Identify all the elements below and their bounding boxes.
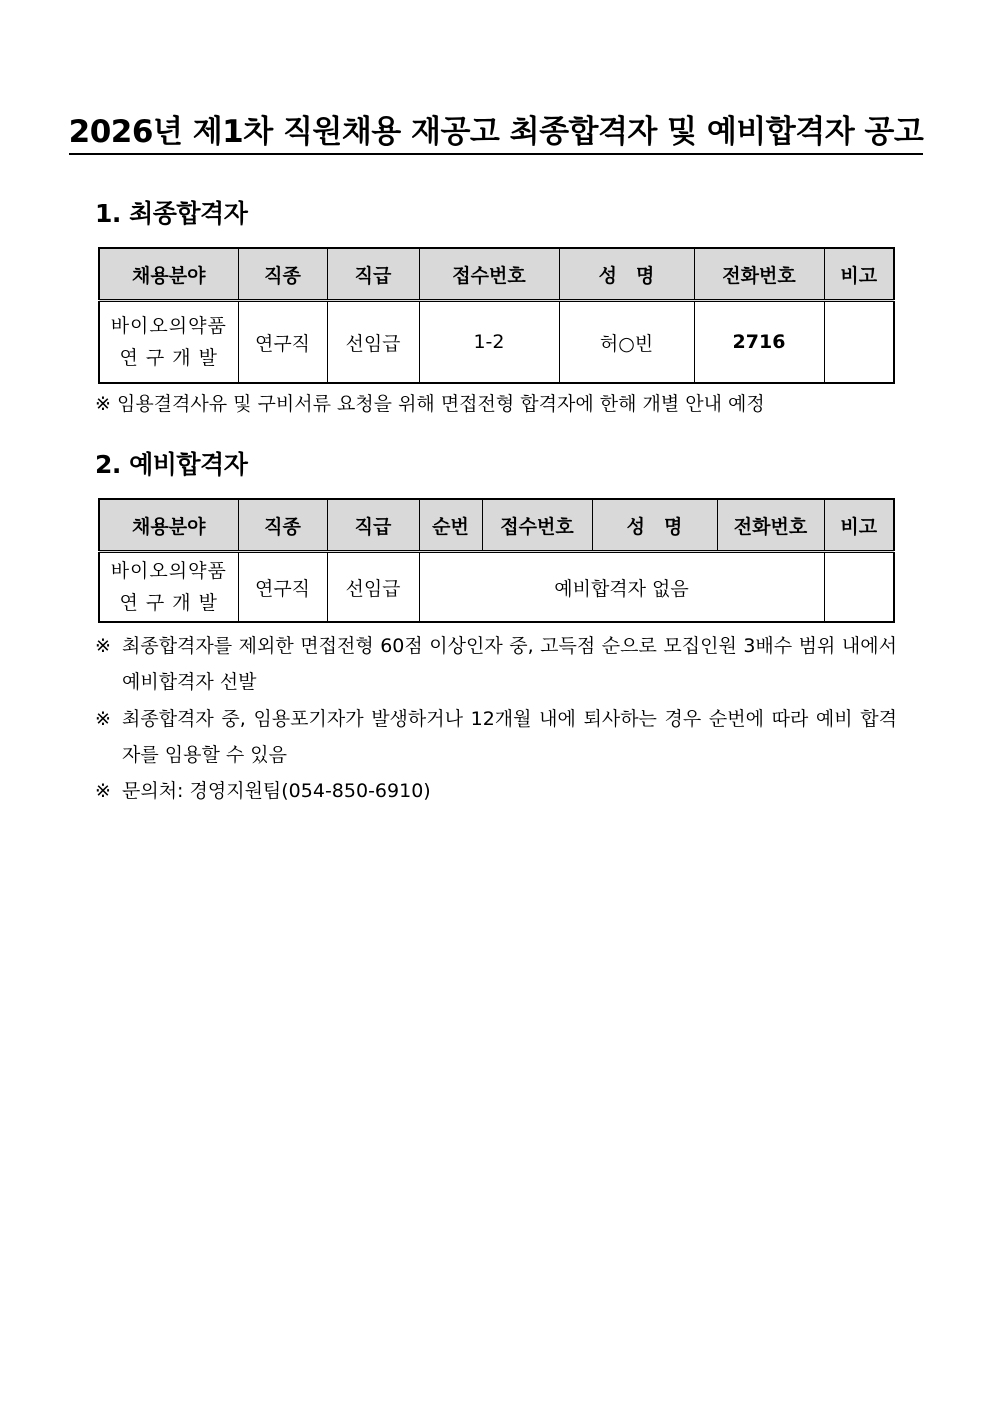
job-cell: 연구직 (238, 552, 327, 623)
header-cell: 채용분야 (99, 248, 238, 301)
no-reserve-cell: 예비합격자 없음 (419, 552, 824, 623)
section-heading-final: 1. 최종합격자 (95, 199, 248, 228)
table-header-row (99, 248, 894, 301)
grade-cell: 선임급 (327, 552, 419, 623)
header-cell: 성 명 (559, 248, 694, 301)
header-cell: 직종 (238, 248, 327, 301)
field-cell: 바이오의약품 연 구 개 발 (99, 301, 238, 384)
header-cell: 전화번호 (717, 499, 824, 552)
contact-note: ※ 문의처: 경영지원팀(054-850-6910) (95, 780, 431, 802)
reserve-note-1: ※ 최종합격자를 제외한 면접전형 60점 이상인자 중, 고득점 순으로 모집인원 3배수 범위 내에서 예비합격자 선발 (95, 635, 897, 693)
receipt-no-cell: 1-2 (419, 301, 559, 384)
remark-cell (824, 552, 894, 623)
final-passers-table (98, 247, 895, 384)
table-header-row (99, 499, 894, 552)
header-cell: 직급 (327, 499, 419, 552)
grade-cell: 선임급 (327, 301, 419, 384)
field-cell: 바이오의약품 연 구 개 발 (99, 552, 238, 623)
header-cell: 비고 (824, 499, 894, 552)
table-row (99, 301, 894, 384)
header-cell: 전화번호 (694, 248, 824, 301)
header-cell: 직종 (238, 499, 327, 552)
reserve-note-2: ※ 최종합격자 중, 임용포기자가 발생하거나 12개월 내에 퇴사하는 경우 순번에 따라 예비 합격자를 임용할 수 있음 (95, 708, 897, 766)
remark-cell (824, 301, 894, 384)
section-heading-reserve: 2. 예비합격자 (95, 450, 248, 479)
reserve-passers-table (98, 498, 895, 623)
header-cell: 순번 (419, 499, 482, 552)
final-note: ※ 임용결격사유 및 구비서류 요청을 위해 면접전형 합격자에 한해 개별 안내 예정 (95, 393, 765, 415)
header-cell: 채용분야 (99, 499, 238, 552)
header-cell: 비고 (824, 248, 894, 301)
header-cell: 접수번호 (482, 499, 592, 552)
job-cell: 연구직 (238, 301, 327, 384)
name-cell: 허○빈 (559, 301, 694, 384)
header-cell: 접수번호 (419, 248, 559, 301)
header-cell: 성 명 (592, 499, 717, 552)
page-title: 2026년 제1차 직원채용 재공고 최종합격자 및 예비합격자 공고 (0, 112, 992, 155)
phone-cell: 2716 (694, 301, 824, 384)
table-row (99, 552, 894, 623)
header-cell: 직급 (327, 248, 419, 301)
